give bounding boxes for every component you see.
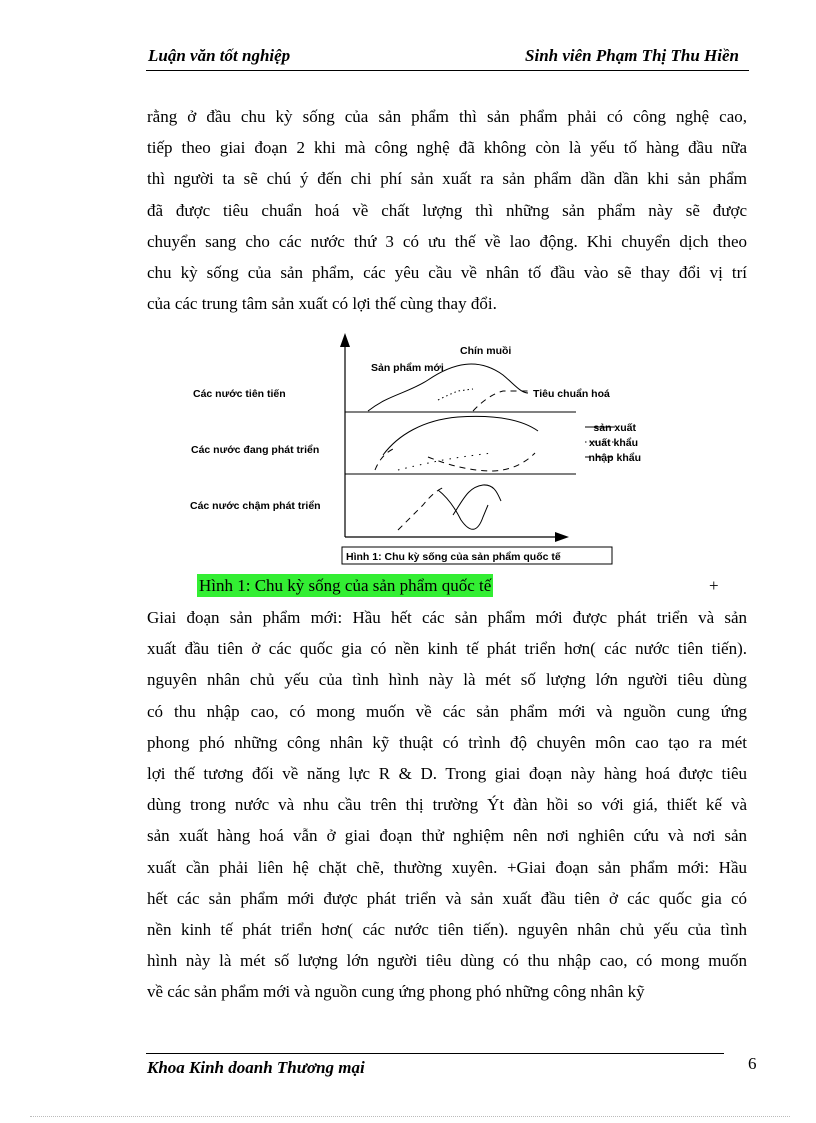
- x-axis-arrow-icon: [555, 532, 569, 542]
- developing-production-curve: [383, 416, 538, 455]
- text-line: dùng trong nước và nhu cầu trên thị trường Ýt đàn hồi so với giá, thiết kế và: [147, 795, 747, 815]
- ldc-import-curve: [398, 487, 445, 530]
- text-line: chu kỳ sống của sản phẩm, các yêu cầu về nhân tố đầu vào sẽ thay đổi vị trí: [147, 262, 747, 282]
- footer-divider: [146, 1053, 724, 1054]
- text-line: rằng ở đầu chu kỳ sống của sản phẩm thì sản phẩm phải có công nghệ cao,: [147, 107, 747, 126]
- paragraph-2: [147, 602, 747, 1007]
- product-life-cycle-figure: [183, 325, 641, 575]
- text-line: về các sản phẩm mới và nguồn cung ứng phong phó những công nhân kỹ: [147, 982, 645, 1002]
- label-standardized: Tiêu chuẩn hoá: [533, 388, 610, 400]
- advanced-import-curve: [473, 391, 528, 411]
- ldc-export-curve: [438, 490, 488, 529]
- legend-production-label: sản xuất: [593, 422, 636, 434]
- page-number: 6: [748, 1054, 757, 1073]
- page-header: [146, 46, 749, 71]
- y-axis-arrow-icon: [340, 333, 350, 347]
- developing-export-curve: [398, 453, 493, 470]
- page-bottom-dotted-line: [30, 1116, 790, 1117]
- label-new-product: Sản phẩm mới: [371, 362, 444, 374]
- developing-import-curve: [375, 449, 535, 471]
- text-line: phong phó những công nhân kỹ thuật có trình độ chuyên môn cao tạo ra mét: [147, 732, 747, 752]
- text-line: nguyên nhân chủ yếu của tình hình này là mét số lượng lớn người tiêu dùng: [147, 670, 747, 690]
- label-least-developed-countries: Các nước chậm phát triển: [190, 500, 321, 512]
- text-line: hình này là mét số lượng lớn người tiêu dùng có thu nhập cao, có mong muốn: [147, 951, 747, 971]
- text-line: thì người ta sẽ chú ý đến chi phí sản xuất ra sản phẩm dần dần khi sản phẩm: [147, 169, 747, 189]
- footer-faculty: Khoa Kinh doanh Thương mại: [147, 1058, 365, 1077]
- text-line: nền kinh tế phát triển hơn( các nước tiên tiến). nguyên nhân chủ yếu của tình: [147, 919, 747, 939]
- text-line: chuyển sang cho các nước thứ 3 có ưu thế về lao động. Khi chuyển dịch theo: [147, 231, 747, 251]
- text-line: lợi thế tương đối về năng lực R & D. Trong giai đoạn này hàng hoá được tiêu: [147, 763, 747, 783]
- inner-caption: Hình 1: Chu kỳ sống của sản phẩm quốc tế: [346, 551, 561, 563]
- legend-import-label: nhập khẩu: [588, 452, 641, 464]
- text-line: tiếp theo giai đoạn 2 khi mà công nghệ đã không còn là yếu tố hàng đầu nữa: [147, 138, 747, 158]
- ldc-production-curve: [453, 485, 501, 515]
- header-student-name: Sinh viên Phạm Thị Thu Hiền: [525, 46, 739, 65]
- advanced-export-curve: [438, 389, 473, 400]
- header-thesis-title: Luận văn tốt nghiệp: [148, 46, 291, 65]
- text-line: xuất đầu tiên ở các quốc gia có nền kinh tế phát triển hơn( các nước tiên tiến).: [147, 639, 747, 659]
- text-line: xuất cần phải liên hệ chặt chẽ, thường xuyên. +Giai đoạn sản phẩm mới: Hầu: [147, 857, 747, 877]
- figure-diagram: [183, 325, 641, 575]
- paragraph-1: [147, 101, 747, 319]
- plus-sign: +: [709, 576, 719, 595]
- figure-caption: Hình 1: Chu kỳ sống của sản phẩm quốc tế: [199, 576, 492, 595]
- label-advanced-countries: Các nước tiên tiến: [193, 388, 286, 400]
- text-line: Giai đoạn sản phẩm mới: Hầu hết các sản phẩm mới được phát triển và sản: [147, 608, 747, 627]
- text-line: của các trung tâm sản xuất có lợi thế cùng thay đổi.: [147, 294, 497, 314]
- label-mature: Chín muồi: [460, 345, 512, 357]
- text-line: đã được tiêu chuẩn hoá về chất lượng thì những sản phẩm này sẽ được: [147, 200, 747, 220]
- legend-export-label: xuất khẩu: [588, 437, 638, 449]
- label-developing-countries: Các nước đang phát triển: [191, 444, 320, 456]
- text-line: hết các sản phẩm mới được phát triển và sản xuất đầu tiên ở các quốc gia có: [147, 888, 747, 908]
- text-line: sản xuất hàng hoá vẫn ở giai đoạn thử nghiệm nên nơi nghiên cứu và nơi sản: [147, 826, 747, 846]
- text-line: có thu nhập cao, có mong muốn về các sản phẩm mới và nguồn cung ứng: [147, 701, 747, 721]
